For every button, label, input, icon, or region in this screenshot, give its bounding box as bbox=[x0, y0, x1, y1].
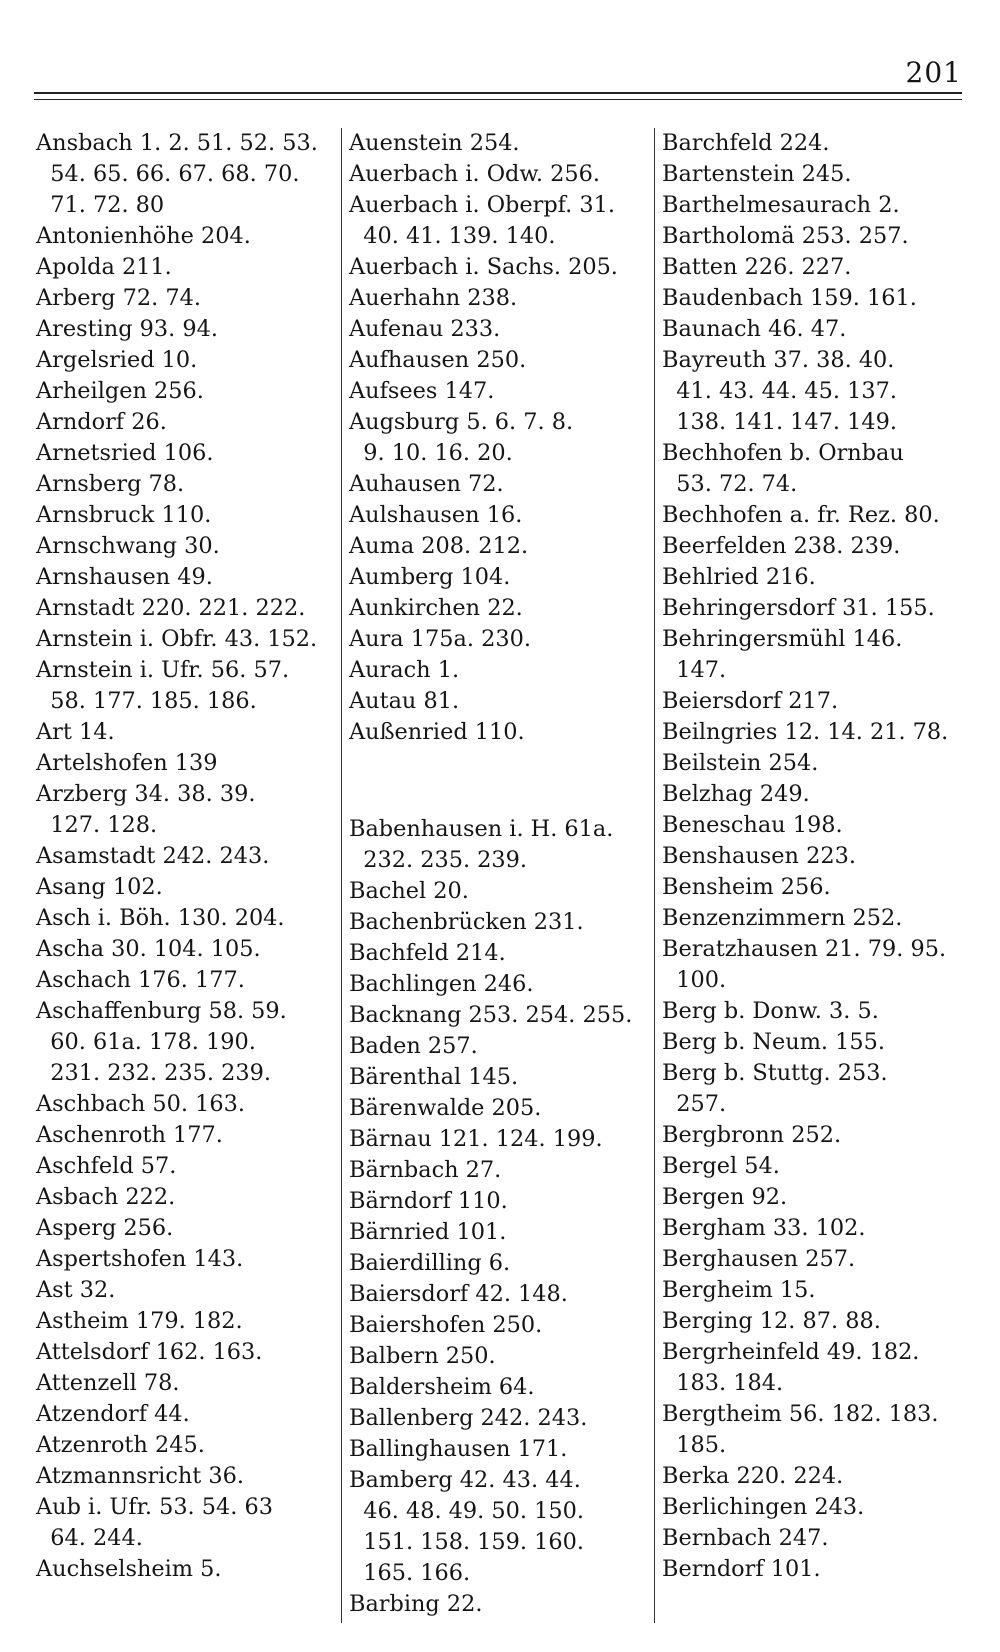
index-entry: 41. 43. 44. 45. 137. bbox=[662, 378, 897, 404]
index-entry: 40. 41. 139. 140. bbox=[349, 223, 556, 249]
index-entry: Batten 226. 227. bbox=[662, 254, 852, 280]
index-entry: Aschfeld 57. bbox=[36, 1153, 177, 1179]
index-entry: Baudenbach 159. 161. bbox=[662, 285, 917, 311]
index-entry: Aschaffenburg 58. 59. bbox=[36, 998, 287, 1024]
index-entry: Berka 220. 224. bbox=[662, 1463, 844, 1489]
index-entry: Aschenroth 177. bbox=[36, 1122, 223, 1148]
index-entry: 127. 128. bbox=[36, 812, 158, 838]
index-entry: Astheim 179. 182. bbox=[36, 1308, 243, 1334]
index-entry: Belzhag 249. bbox=[662, 781, 810, 807]
index-entry: 64. 244. bbox=[36, 1525, 143, 1551]
index-entry: Behringersdorf 31. 155. bbox=[662, 595, 935, 621]
index-entry: Arnstadt 220. 221. 222. bbox=[36, 595, 306, 621]
index-entry: Asbach 222. bbox=[36, 1184, 176, 1210]
index-entry: Art 14. bbox=[36, 719, 115, 745]
index-entry: Bechhofen b. Ornbau bbox=[662, 440, 904, 466]
index-entry: Baunach 46. 47. bbox=[662, 316, 847, 342]
index-column-2 bbox=[349, 128, 645, 1632]
index-entry: Arnstein i. Ufr. 56. 57. bbox=[36, 657, 290, 683]
index-entry: Barthelmesaurach 2. bbox=[662, 192, 900, 218]
index-entry: Auhausen 72. bbox=[349, 471, 504, 497]
index-entry: Augsburg 5. 6. 7. 8. bbox=[349, 409, 574, 435]
index-entry: 9. 10. 16. 20. bbox=[349, 440, 513, 466]
index-entry: Baldersheim 64. bbox=[349, 1374, 535, 1400]
index-entry: Arnetsried 106. bbox=[36, 440, 214, 466]
index-entry: Benzenzimmern 252. bbox=[662, 905, 903, 931]
index-entry: 257. bbox=[662, 1091, 727, 1117]
index-entry: Attenzell 78. bbox=[36, 1370, 180, 1396]
index-entry: Aulshausen 16. bbox=[349, 502, 523, 528]
index-entry: Arzberg 34. 38. 39. bbox=[36, 781, 256, 807]
index-entry: Arnstein i. Obfr. 43. 152. bbox=[36, 626, 318, 652]
index-entry: Auerbach i. Oberpf. 31. bbox=[349, 192, 616, 218]
index-entry: Beiersdorf 217. bbox=[662, 688, 839, 714]
index-column-1 bbox=[36, 128, 336, 1632]
index-entry: Ascha 30. 104. 105. bbox=[36, 936, 261, 962]
index-entry: Balbern 250. bbox=[349, 1343, 496, 1369]
index-entry: Beratzhausen 21. 79. 95. bbox=[662, 936, 947, 962]
index-entry: Aufsees 147. bbox=[349, 378, 495, 404]
index-entry: Argelsried 10. bbox=[36, 347, 198, 373]
index-entry: Aresting 93. 94. bbox=[36, 316, 218, 342]
index-entry: Antonienhöhe 204. bbox=[36, 223, 251, 249]
index-entry: Ballinghausen 171. bbox=[349, 1436, 568, 1462]
index-entry: Berghausen 257. bbox=[662, 1246, 856, 1272]
index-entry: Asch i. Böh. 130. 204. bbox=[36, 905, 285, 931]
index-entry: 100. bbox=[662, 967, 727, 993]
index-entry: Bartenstein 245. bbox=[662, 161, 852, 187]
index-entry: Arnsbruck 110. bbox=[36, 502, 212, 528]
index-entry: Berlichingen 243. bbox=[662, 1494, 865, 1520]
column-divider bbox=[654, 128, 655, 1623]
index-entry: Ast 32. bbox=[36, 1277, 116, 1303]
index-entry: Bachenbrücken 231. bbox=[349, 909, 584, 935]
index-entry: Barchfeld 224. bbox=[662, 130, 830, 156]
index-entry: 231. 232. 235. 239. bbox=[36, 1060, 272, 1086]
index-entry: Asperg 256. bbox=[36, 1215, 174, 1241]
index-entry: Arndorf 26. bbox=[36, 409, 167, 435]
index-entry: Babenhausen i. H. 61a. bbox=[349, 816, 614, 842]
index-entry: Aufenau 233. bbox=[349, 316, 501, 342]
index-entry: Bechhofen a. fr. Rez. 80. bbox=[662, 502, 940, 528]
index-entry: 54. 65. 66. 67. 68. 70. bbox=[36, 161, 300, 187]
index-entry: Aspertshofen 143. bbox=[36, 1246, 244, 1272]
index-entry: Aura 175a. 230. bbox=[349, 626, 531, 652]
index-entry: Apolda 211. bbox=[36, 254, 172, 280]
index-entry: Bärndorf 110. bbox=[349, 1188, 508, 1214]
index-entry: 71. 72. 80 bbox=[36, 192, 165, 218]
index-entry: 151. 158. 159. 160. bbox=[349, 1529, 585, 1555]
index-column-3 bbox=[662, 128, 1000, 1632]
index-entry: Asang 102. bbox=[36, 874, 163, 900]
index-entry: Ansbach 1. 2. 51. 52. 53. bbox=[36, 130, 318, 156]
index-entry: Bärenwalde 205. bbox=[349, 1095, 542, 1121]
index-entry: Berg b. Stuttg. 253. bbox=[662, 1060, 888, 1086]
index-entry: Auerhahn 238. bbox=[349, 285, 518, 311]
index-entry: Bamberg 42. 43. 44. bbox=[349, 1467, 581, 1493]
index-entry: Beerfelden 238. 239. bbox=[662, 533, 901, 559]
index-entry: Baierdilling 6. bbox=[349, 1250, 511, 1276]
index-entry: Aurach 1. bbox=[349, 657, 460, 683]
index-entry: Bärenthal 145. bbox=[349, 1064, 519, 1090]
index-entry: Atzmannsricht 36. bbox=[36, 1463, 245, 1489]
header-rule-thin bbox=[34, 99, 962, 100]
index-entry: 147. bbox=[662, 657, 727, 683]
index-entry: Artelshofen 139 bbox=[36, 750, 218, 776]
index-entry: 46. 48. 49. 50. 150. bbox=[349, 1498, 584, 1524]
index-entry: Baden 257. bbox=[349, 1033, 478, 1059]
header-rule-thick bbox=[34, 92, 962, 94]
index-entry: Auenstein 254. bbox=[349, 130, 520, 156]
index-entry: Attelsdorf 162. 163. bbox=[36, 1339, 263, 1365]
index-entry: Bachel 20. bbox=[349, 878, 469, 904]
index-entry: Baiershofen 250. bbox=[349, 1312, 543, 1338]
index-entry: Barbing 22. bbox=[349, 1591, 483, 1617]
column-divider bbox=[341, 128, 342, 1623]
index-entry: Arnshausen 49. bbox=[36, 564, 213, 590]
index-entry: Auerbach i. Odw. 256. bbox=[349, 161, 600, 187]
index-entry: Arberg 72. 74. bbox=[36, 285, 201, 311]
index-entry: 183. 184. bbox=[662, 1370, 784, 1396]
index-entry: Auchselsheim 5. bbox=[36, 1556, 222, 1582]
index-entry: Bergbronn 252. bbox=[662, 1122, 842, 1148]
index-entry: Bärnbach 27. bbox=[349, 1157, 502, 1183]
index-entry: Berg b. Neum. 155. bbox=[662, 1029, 886, 1055]
index-entry: Atzendorf 44. bbox=[36, 1401, 190, 1427]
index-entry: 165. 166. bbox=[349, 1560, 471, 1586]
index-entry: Arnschwang 30. bbox=[36, 533, 220, 559]
index-entry: Arheilgen 256. bbox=[36, 378, 204, 404]
index-entry: Bergel 54. bbox=[662, 1153, 780, 1179]
index-entry: Auma 208. 212. bbox=[349, 533, 529, 559]
index-entry: Bergheim 15. bbox=[662, 1277, 816, 1303]
index-entry: Beneschau 198. bbox=[662, 812, 843, 838]
index-entry: Bayreuth 37. 38. 40. bbox=[662, 347, 895, 373]
index-entry: Ballenberg 242. 243. bbox=[349, 1405, 588, 1431]
index-entry: Backnang 253. 254. 255. bbox=[349, 1002, 633, 1028]
index-entry: Bärnried 101. bbox=[349, 1219, 507, 1245]
index-entry: Berging 12. 87. 88. bbox=[662, 1308, 881, 1334]
index-entry: Auerbach i. Sachs. 205. bbox=[349, 254, 618, 280]
index-entry: Baiersdorf 42. 148. bbox=[349, 1281, 568, 1307]
index-entry: Beilstein 254. bbox=[662, 750, 819, 776]
index-entry: Aunkirchen 22. bbox=[349, 595, 523, 621]
index-entry: Benshausen 223. bbox=[662, 843, 856, 869]
index-entry: Behlried 216. bbox=[662, 564, 816, 590]
index-entry: Berg b. Donw. 3. 5. bbox=[662, 998, 879, 1024]
index-entry: Bernbach 247. bbox=[662, 1525, 829, 1551]
index-entry: 138. 141. 147. 149. bbox=[662, 409, 898, 435]
index-entry: Aumberg 104. bbox=[349, 564, 511, 590]
index-entry: Bergtheim 56. 182. 183. bbox=[662, 1401, 939, 1427]
index-entry: Aufhausen 250. bbox=[349, 347, 527, 373]
index-entry: Bachfeld 214. bbox=[349, 940, 506, 966]
index-entry: Bergen 92. bbox=[662, 1184, 788, 1210]
index-entry: 60. 61a. 178. 190. bbox=[36, 1029, 256, 1055]
page-number: 201 bbox=[905, 56, 962, 89]
index-columns bbox=[36, 128, 962, 1632]
index-entry: Aub i. Ufr. 53. 54. 63 bbox=[36, 1494, 274, 1520]
index-entry: Atzenroth 245. bbox=[36, 1432, 205, 1458]
index-entry: Arnsberg 78. bbox=[36, 471, 185, 497]
index-entry: 185. bbox=[662, 1432, 727, 1458]
index-entry: Bärnau 121. 124. 199. bbox=[349, 1126, 603, 1152]
index-entry: Bensheim 256. bbox=[662, 874, 831, 900]
index-entry: Aschbach 50. 163. bbox=[36, 1091, 245, 1117]
index-entry: Autau 81. bbox=[349, 688, 460, 714]
index-entry: 58. 177. 185. 186. bbox=[36, 688, 257, 714]
index-entry: Bergrheinfeld 49. 182. bbox=[662, 1339, 920, 1365]
index-entry: Behringersmühl 146. bbox=[662, 626, 903, 652]
index-entry: Berndorf 101. bbox=[662, 1556, 821, 1582]
index-entry: Bergham 33. 102. bbox=[662, 1215, 866, 1241]
index-entry: Bachlingen 246. bbox=[349, 971, 534, 997]
index-entry: Beilngries 12. 14. 21. 78. bbox=[662, 719, 949, 745]
index-entry: 232. 235. 239. bbox=[349, 847, 528, 873]
index-entry: Bartholomä 253. 257. bbox=[662, 223, 909, 249]
index-entry: Aschach 176. 177. bbox=[36, 967, 245, 993]
index-entry: Außenried 110. bbox=[349, 719, 525, 745]
index-entry: 53. 72. 74. bbox=[662, 471, 798, 497]
index-entry: Asamstadt 242. 243. bbox=[36, 843, 270, 869]
